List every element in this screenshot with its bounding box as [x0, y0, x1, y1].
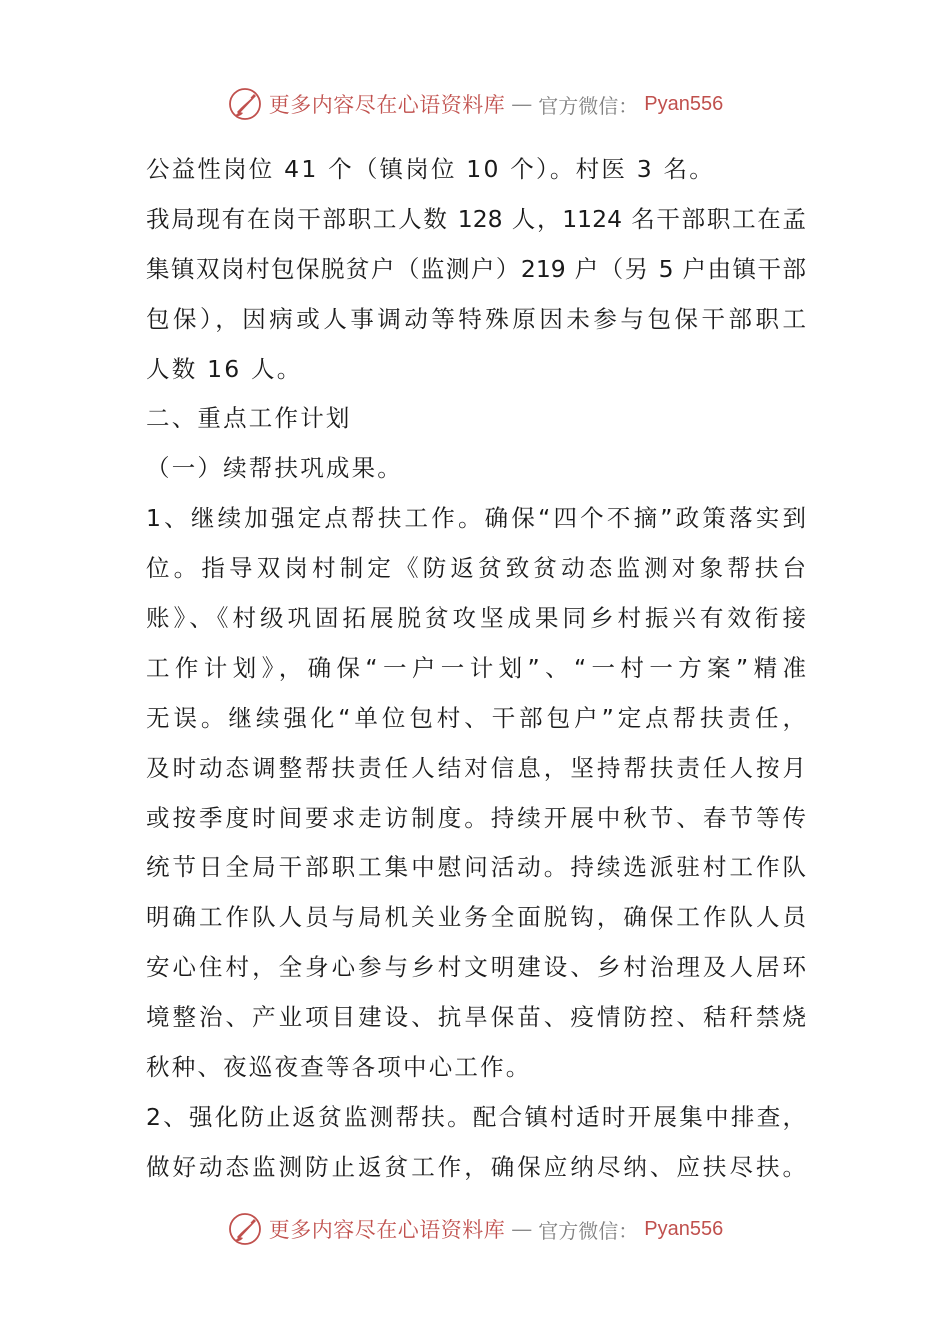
quill-pen-logo-icon [227, 1211, 263, 1247]
text-line: 包保），因病或人事调动等特殊原因未参与包保干部职工 [146, 304, 806, 333]
banner-main-text: 更多内容尽在心语资料库 [268, 93, 506, 117]
text-line: 或按季度时间要求走访制度。持续开展中秋节、春节等传 [146, 803, 806, 832]
banner-wechat-id: Pyan556 [644, 92, 724, 115]
text-line: 无误。继续强化“单位包村、干部包户”定点帮扶责任， [146, 703, 806, 732]
text-line: 做好动态监测防止返贫工作，确保应纳尽纳、应扶尽扶。 [146, 1152, 806, 1181]
text-line: 2、强化防止返贫监测帮扶。配合镇村适时开展集中排查， [146, 1102, 806, 1131]
text-line: 位。指导双岗村制定《防返贫致贫动态监测对象帮扶台 [146, 554, 806, 583]
text-line: 及时动态调整帮扶责任人结对信息，坚持帮扶责任人按月 [146, 753, 806, 782]
text-line: 境整治、产业项目建设、抗旱保苗、疫情防控、秸秆禁烧 [146, 1003, 806, 1032]
text-line: 1、继续加强定点帮扶工作。确保“四个不摘”政策落实到 [146, 504, 806, 533]
text-line: 集镇双岗村包保脱贫户（监测户）219 户（另 5 户由镇干部 [146, 254, 806, 283]
text-line: 账》、《村级巩固拓展脱贫攻坚成果同乡村振兴有效衔接 [146, 604, 806, 633]
text-line: 安心住村，全身心参与乡村文明建设、乡村治理及人居环 [146, 953, 806, 982]
text-line: 统节日全局干部职工集中慰问活动。持续选派驻村工作队 [146, 853, 806, 882]
section-heading: 二、重点工作计划 [146, 404, 352, 433]
text-line: 人数 16 人。 [146, 354, 303, 383]
banner-wechat-label: 官方微信： [538, 93, 639, 118]
quill-pen-logo-icon [227, 86, 263, 122]
banner-dash: — [511, 1217, 533, 1241]
banner-wechat-label: 官方微信： [538, 1218, 639, 1243]
banner-main-text: 更多内容尽在心语资料库 [268, 1218, 506, 1242]
text-line: 秋种、夜巡夜查等各项中心工作。 [146, 1053, 532, 1082]
text-line: 我局现有在岗干部职工人数 128 人，1124 名干部职工在孟 [146, 204, 806, 233]
footer-watermark-banner [0, 1207, 950, 1251]
header-watermark-banner [0, 82, 950, 126]
banner-wechat-id: Pyan556 [644, 1217, 724, 1240]
banner-dash: — [511, 92, 533, 116]
document-body [146, 145, 806, 1193]
text-line: 工作计划》，确保“一户一计划”、“一村一方案”精准 [146, 653, 806, 682]
text-line: 明确工作队人员与局机关业务全面脱钩，确保工作队人员 [146, 903, 806, 932]
subsection-heading: （一）续帮扶巩成果。 [146, 454, 403, 483]
text-line: 公益性岗位 41 个（镇岗位 10 个）。村医 3 名。 [146, 155, 715, 183]
